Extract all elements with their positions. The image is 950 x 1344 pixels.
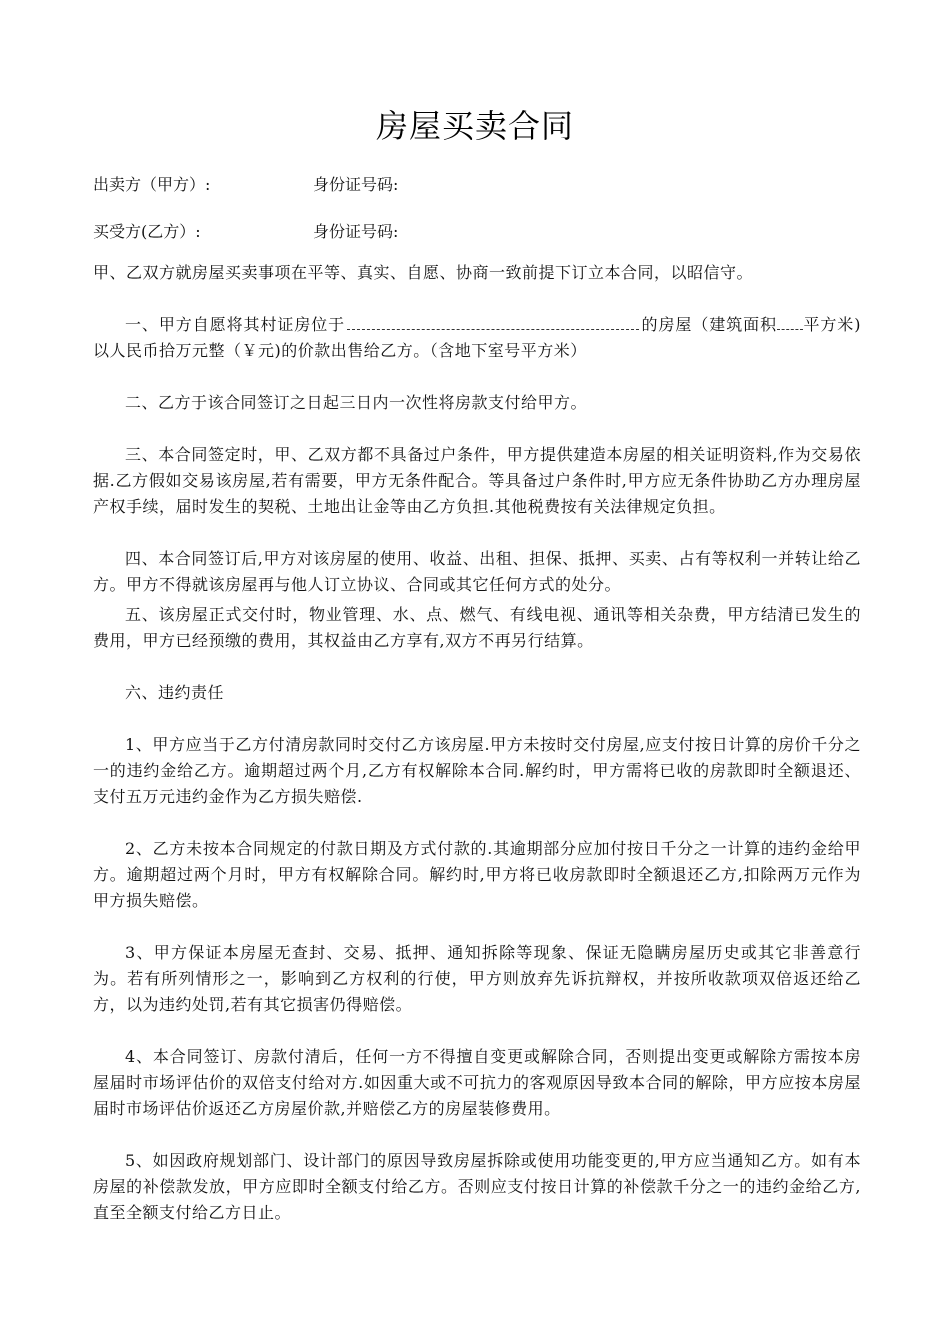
- liability-item: 4、本合同签订、房款付清后，任何一方不得擅自变更或解除合同，否则提出变更或解除方需按本房屋届时市场评估价的双倍支付给对方.如因重大或不可抗力的客观原因导致本合同的解除，甲方应按本房屋届时市场评估价返还乙方房屋价款,并赔偿乙方的房屋装修费用。: [93, 1047, 861, 1118]
- clause-2: 二、乙方于该合同签订之日起三日内一次性将房款支付给甲方。: [125, 393, 588, 412]
- buyer-label: 买受方(乙方）:: [93, 222, 201, 241]
- clause-6-heading: 六、违约责任: [125, 683, 225, 702]
- clause-5: 五、该房屋正式交付时，物业管理、水、点、燃气、有线电视、通讯等相关杂费，甲方结清已发生的费用，甲方已经预缴的费用，其权益由乙方享有,双方不再另行结算。: [93, 605, 861, 650]
- preamble: 甲、乙双方就房屋买卖事项在平等、真实、自愿、协商一致前提下订立本合同，以昭信守。: [93, 263, 754, 282]
- buyer-line: [93, 219, 398, 245]
- buyer-id-label: 身份证号码:: [313, 222, 399, 241]
- liability-item: 1、甲方应当于乙方付清房款同时交付乙方该房屋.甲方未按时交付房屋,应支付按日计算的房价千分之一的违约金给乙方。逾期超过两个月,乙方有权解除本合同.解约时，甲方需将已收的房款即时全额退还、支付五万元违约金作为乙方损失赔偿.: [93, 735, 861, 806]
- seller-line: [93, 172, 398, 198]
- liability-item: 3、甲方保证本房屋无查封、交易、抵押、通知拆除等现象、保证无隐瞒房屋历史或其它非善意行为。若有所列情形之一，影响到乙方权利的行使，甲方则放弃先诉抗辩权，并按所收款项双倍返还给乙方，以为违约处罚,若有其它损害仍得赔偿。: [93, 943, 861, 1014]
- area-blank: [777, 315, 803, 330]
- document-title: 房屋买卖合同: [375, 107, 574, 145]
- address-blank: [347, 315, 639, 330]
- liability-item: 5、如因政府规划部门、设计部门的原因导致房屋拆除或使用功能变更的,甲方应当通知乙方。如有本房屋的补偿款发放，甲方应即时全额支付给乙方。否则应支付按日计算的补偿款千分之一的违约金给乙方,直至全额支付给乙方日止。: [93, 1151, 861, 1222]
- contract-body: [93, 260, 861, 1226]
- clause-3: 三、本合同签定时，甲、乙双方都不具备过户条件，甲方提供建造本房屋的相关证明资料,作为交易依据.乙方假如交易该房屋,若有需要，甲方无条件配合。等具备过户条件时,甲方应无条件协助乙方办理房屋产权手续，届时发生的契税、土地出让金等由乙方负担.其他税费按有关法律规定负担。: [93, 445, 861, 516]
- clause-1-part-b: 的房屋（建筑面积: [641, 315, 778, 334]
- clause-4: 四、本合同签订后,甲方对该房屋的使用、收益、出租、担保、抵押、买卖、占有等权利一并转让给乙方。甲方不得就该房屋再与他人订立协议、合同或其它任何方式的处分。: [93, 549, 861, 594]
- seller-id-label: 身份证号码:: [313, 175, 399, 194]
- seller-label: 出卖方（甲方）:: [93, 175, 211, 194]
- clause-1-part-c: 平方米)以人民币拾万元整（￥元)的价款出售给乙方。（含地下室号平方米）: [93, 315, 861, 360]
- clause-1: [93, 312, 861, 364]
- clause-1-part-a: 一、甲方自愿将其村证房位于: [125, 315, 346, 334]
- liability-item: 2、乙方未按本合同规定的付款日期及方式付款的.其逾期部分应加付按日千分之一计算的违约金给甲方。逾期超过两个月时，甲方有权解除合同。解约时,甲方将已收房款即时全额退还乙方,扣除两万元作为甲方损失赔偿。: [93, 839, 861, 910]
